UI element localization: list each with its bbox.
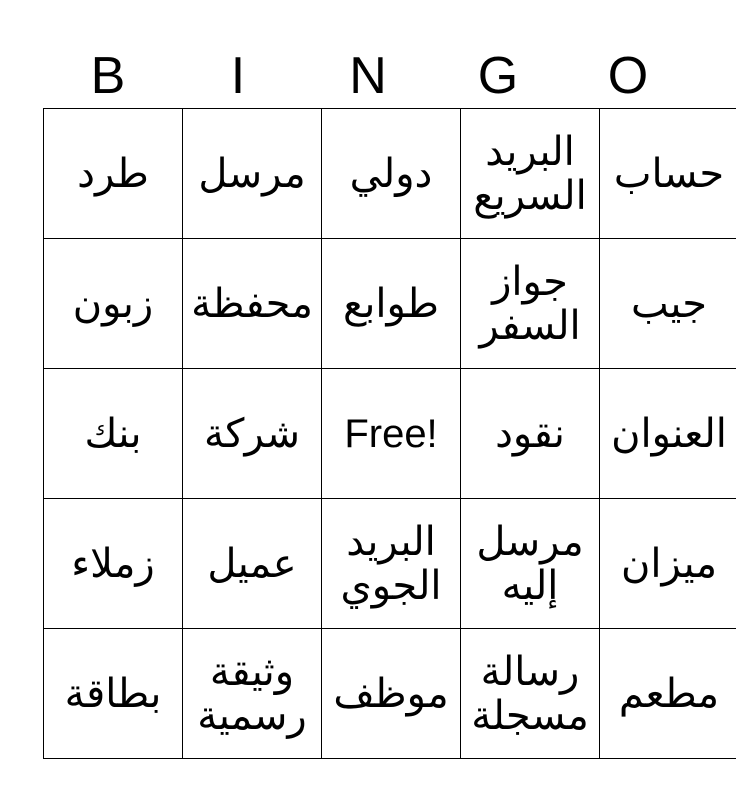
grid-row bbox=[44, 109, 736, 239]
bingo-cell: وثيقة رسمية bbox=[183, 629, 322, 759]
bingo-cell: طرد bbox=[44, 109, 183, 239]
bingo-cell: محفظة bbox=[183, 239, 322, 369]
bingo-cell: رسالة مسجلة bbox=[461, 629, 600, 759]
free-space-cell: Free! bbox=[322, 369, 461, 499]
header-letter-b: B bbox=[90, 47, 126, 105]
grid-row bbox=[44, 369, 736, 499]
header-letter-o: O bbox=[607, 47, 649, 105]
grid-row bbox=[44, 629, 736, 759]
bingo-cell: حساب bbox=[600, 109, 736, 239]
bingo-cell: دولي bbox=[322, 109, 461, 239]
bingo-cell: مطعم bbox=[600, 629, 736, 759]
bingo-cell: نقود bbox=[461, 369, 600, 499]
bingo-cell: العنوان bbox=[600, 369, 736, 499]
bingo-cell: بطاقة bbox=[44, 629, 183, 759]
header-letter-n: N bbox=[349, 47, 387, 105]
bingo-header bbox=[43, 46, 693, 106]
grid-row bbox=[44, 239, 736, 369]
bingo-cell: موظف bbox=[322, 629, 461, 759]
grid-row bbox=[44, 499, 736, 629]
bingo-cell: جيب bbox=[600, 239, 736, 369]
bingo-cell: جواز السفر bbox=[461, 239, 600, 369]
bingo-cell: طوابع bbox=[322, 239, 461, 369]
bingo-cell: البريد الجوي bbox=[322, 499, 461, 629]
bingo-cell: زملاء bbox=[44, 499, 183, 629]
bingo-grid bbox=[43, 108, 736, 759]
header-letter-i: I bbox=[230, 47, 246, 105]
header-letter-g: G bbox=[477, 47, 519, 105]
bingo-cell: ميزان bbox=[600, 499, 736, 629]
bingo-cell: عميل bbox=[183, 499, 322, 629]
bingo-cell: البريد السريع bbox=[461, 109, 600, 239]
bingo-cell: شركة bbox=[183, 369, 322, 499]
bingo-cell: مرسل bbox=[183, 109, 322, 239]
bingo-cell: بنك bbox=[44, 369, 183, 499]
bingo-cell: زبون bbox=[44, 239, 183, 369]
bingo-cell: مرسل إليه bbox=[461, 499, 600, 629]
